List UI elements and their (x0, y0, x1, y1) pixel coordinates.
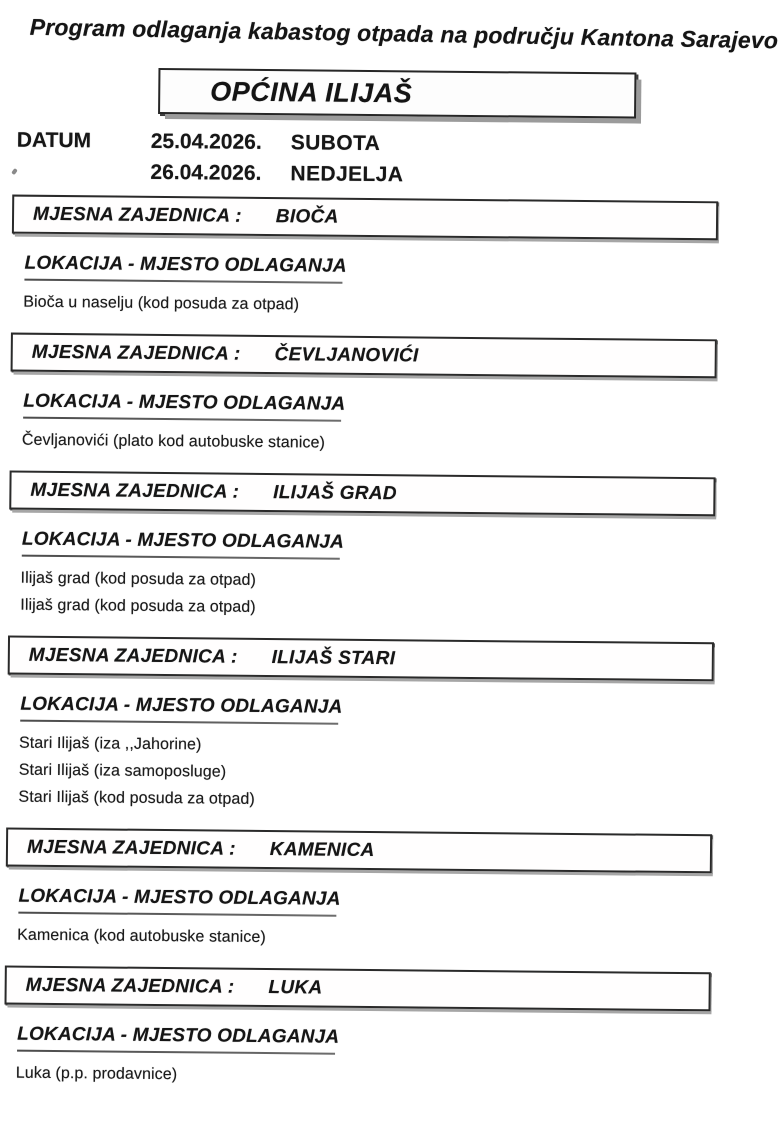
date-label-spacer (0, 171, 150, 172)
date-block (0, 124, 779, 193)
section-bioca (11, 195, 778, 323)
location-heading: LOKACIJA - MJESTO ODLAGANJA (17, 1023, 340, 1048)
location-heading: LOKACIJA - MJESTO ODLAGANJA (21, 528, 345, 553)
mjesna-zajednica-label: MJESNA ZAJEDNICA : (25, 974, 235, 998)
mjesna-zajednica-label: MJESNA ZAJEDNICA : (32, 203, 242, 227)
mjesna-zajednica-name: BIOČA (275, 205, 339, 228)
date-row (0, 155, 779, 193)
heading-underline (23, 417, 341, 422)
location-list (18, 730, 773, 818)
mjesna-zajednica-box (4, 966, 710, 1012)
mjesna-zajednica-name: LUKA (268, 976, 323, 999)
heading-underline (18, 912, 336, 917)
mjesna-zajednica-label: MJESNA ZAJEDNICA : (28, 644, 238, 668)
location-list (17, 922, 771, 956)
mjesna-zajednica-name: ČEVLJANOVIĆI (274, 343, 419, 366)
section-luka (4, 966, 771, 1094)
location-item: Stari Ilijaš (iza samoposluge) (18, 761, 227, 781)
mjesna-zajednica-label: MJESNA ZAJEDNICA : (30, 479, 240, 503)
location-heading: LOKACIJA - MJESTO ODLAGANJA (24, 252, 347, 277)
date-label: DATUM (16, 128, 92, 152)
municipality-box (158, 68, 636, 119)
section-ilijas-grad (8, 471, 775, 626)
mjesna-zajednica-name: ILIJAŠ GRAD (273, 481, 397, 504)
location-item: Stari Ilijaš (kod posuda za otpad) (18, 788, 255, 808)
location-heading: LOKACIJA - MJESTO ODLAGANJA (23, 390, 346, 415)
location-list (22, 427, 776, 461)
mjesna-zajednica-name: KAMENICA (269, 838, 375, 861)
mjesna-zajednica-box (6, 828, 712, 874)
heading-underline (22, 555, 340, 560)
location-item: Ilijaš grad (kod posuda za otpad) (20, 569, 257, 589)
location-item: Stari Ilijaš (iza ,,Jahorine) (18, 734, 202, 754)
location-list (20, 565, 774, 626)
mjesna-zajednica-box (11, 333, 717, 379)
mjesna-zajednica-name: ILIJAŠ STARI (271, 646, 396, 669)
scanned-page (0, 13, 780, 1135)
heading-underline (24, 279, 342, 284)
location-heading: LOKACIJA - MJESTO ODLAGANJA (20, 693, 343, 718)
mjesna-zajednica-box (12, 195, 718, 241)
date-value: 26.04.2026. (150, 160, 262, 185)
section-kamenica (5, 828, 772, 956)
location-item: Čevljanovići (plato kod autobuske stanice) (21, 431, 326, 452)
mjesna-zajednica-label: MJESNA ZAJEDNICA : (31, 341, 241, 365)
date-day: SUBOTA (290, 130, 381, 155)
date-day: NEDJELJA (290, 161, 404, 186)
location-list (23, 289, 777, 323)
location-item: Ilijaš grad (kod posuda za otpad) (20, 596, 256, 616)
heading-underline (17, 1050, 335, 1055)
mjesna-zajednica-box (9, 471, 715, 517)
location-list (16, 1060, 770, 1094)
document-title: Program odlaganja kabastog otpada na području Kantona Sarajevo (29, 13, 779, 54)
location-item: Luka (p.p. prodavnice) (15, 1064, 178, 1084)
date-value: 25.04.2026. (150, 129, 262, 154)
location-item: Kamenica (kod autobuske stanice) (17, 926, 266, 947)
mjesna-zajednica-label: MJESNA ZAJEDNICA : (26, 836, 236, 860)
section-cevljanovici (10, 333, 777, 461)
municipality-name: OPĆINA ILIJAŠ (210, 75, 413, 108)
location-heading: LOKACIJA - MJESTO ODLAGANJA (18, 885, 341, 910)
heading-underline (20, 720, 338, 725)
section-ilijas-stari (6, 636, 774, 818)
mjesna-zajednica-box (8, 636, 714, 682)
location-item: Bioča u naselju (kod posuda za otpad) (23, 293, 300, 314)
